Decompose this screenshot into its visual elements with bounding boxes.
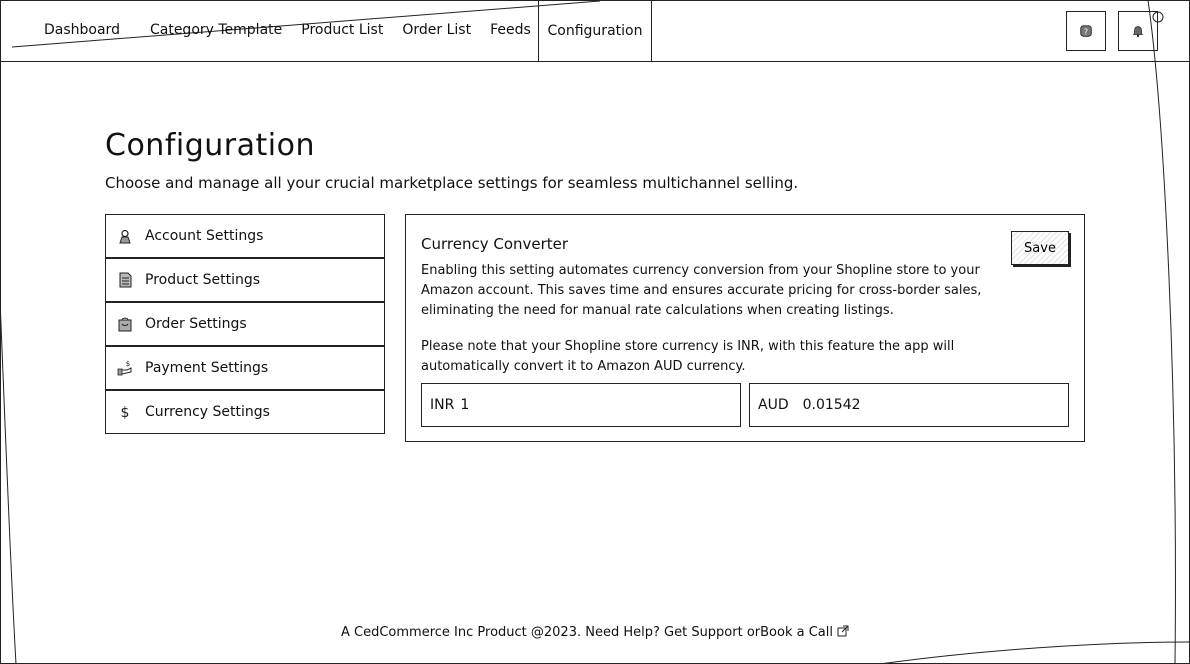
menu-item-order-settings[interactable] [105,302,385,346]
source-currency-code: INR [430,397,455,413]
menu-item-product-settings[interactable] [105,258,385,302]
menu-item-label: Account Settings [145,228,264,244]
external-link-icon [837,625,849,637]
svg-text:?: ? [1083,27,1089,37]
menu-item-label: Order Settings [145,316,247,332]
panel-description: Enabling this setting automates currency conversion from your Shopline store to your Amazon account. This saves time and ensures accurate pricing for cross-border sales, eliminating the need for manual rate calculations when creating listings. [421,263,982,318]
footer-text: A CedCommerce Inc Product @2023. Need Help? Get Support or [341,625,761,640]
source-currency-value: 1 [460,397,470,413]
svg-text:$: $ [120,405,130,420]
product-document-icon [116,271,134,289]
svg-text:$: $ [125,360,131,368]
menu-item-label: Product Settings [145,272,261,288]
nav-configuration-active[interactable]: Configuration [538,0,652,62]
source-currency-field[interactable] [421,383,741,427]
page-title: Configuration [105,128,315,163]
menu-item-label: Payment Settings [145,360,269,376]
settings-menu [105,214,385,434]
nav-dashboard[interactable]: Dashboard [44,22,120,38]
panel-currency-note: Please note that your Shopline store currency is INR, with this feature the app will automatically convert it to Amazon AUD currency. [421,339,955,374]
menu-item-payment-settings[interactable] [105,346,385,390]
nav-feeds[interactable]: Feeds [490,22,531,38]
save-button[interactable]: Save [1011,231,1069,265]
footer [0,625,1190,640]
panel-title: Currency Converter [421,235,569,253]
nav-order-list[interactable]: Order List [402,22,472,38]
help-icon [1079,24,1093,38]
order-bag-icon [116,315,134,333]
account-icon [116,227,134,245]
target-currency-code: AUD [758,397,789,413]
menu-item-label: Currency Settings [145,404,270,420]
target-currency-field[interactable] [749,383,1069,427]
top-navigation-bar [0,0,1190,62]
nav-product-list[interactable]: Product List [301,22,384,38]
dollar-icon [116,403,134,421]
menu-item-currency-settings[interactable] [105,390,385,434]
target-currency-value: 0.01542 [802,397,861,413]
notification-button[interactable] [1118,11,1158,51]
menu-item-account-settings[interactable] [105,214,385,258]
help-button[interactable] [1066,11,1106,51]
payment-hand-icon [116,359,134,377]
currency-converter-panel [405,214,1085,442]
nav-links [44,22,550,38]
page-subtitle: Choose and manage all your crucial marketplace settings for seamless multichannel selling. [105,174,799,192]
book-a-call-link[interactable]: Book a Call [760,625,833,640]
notification-bell-icon [1131,24,1145,38]
nav-category-template[interactable]: Category Template [149,22,283,38]
